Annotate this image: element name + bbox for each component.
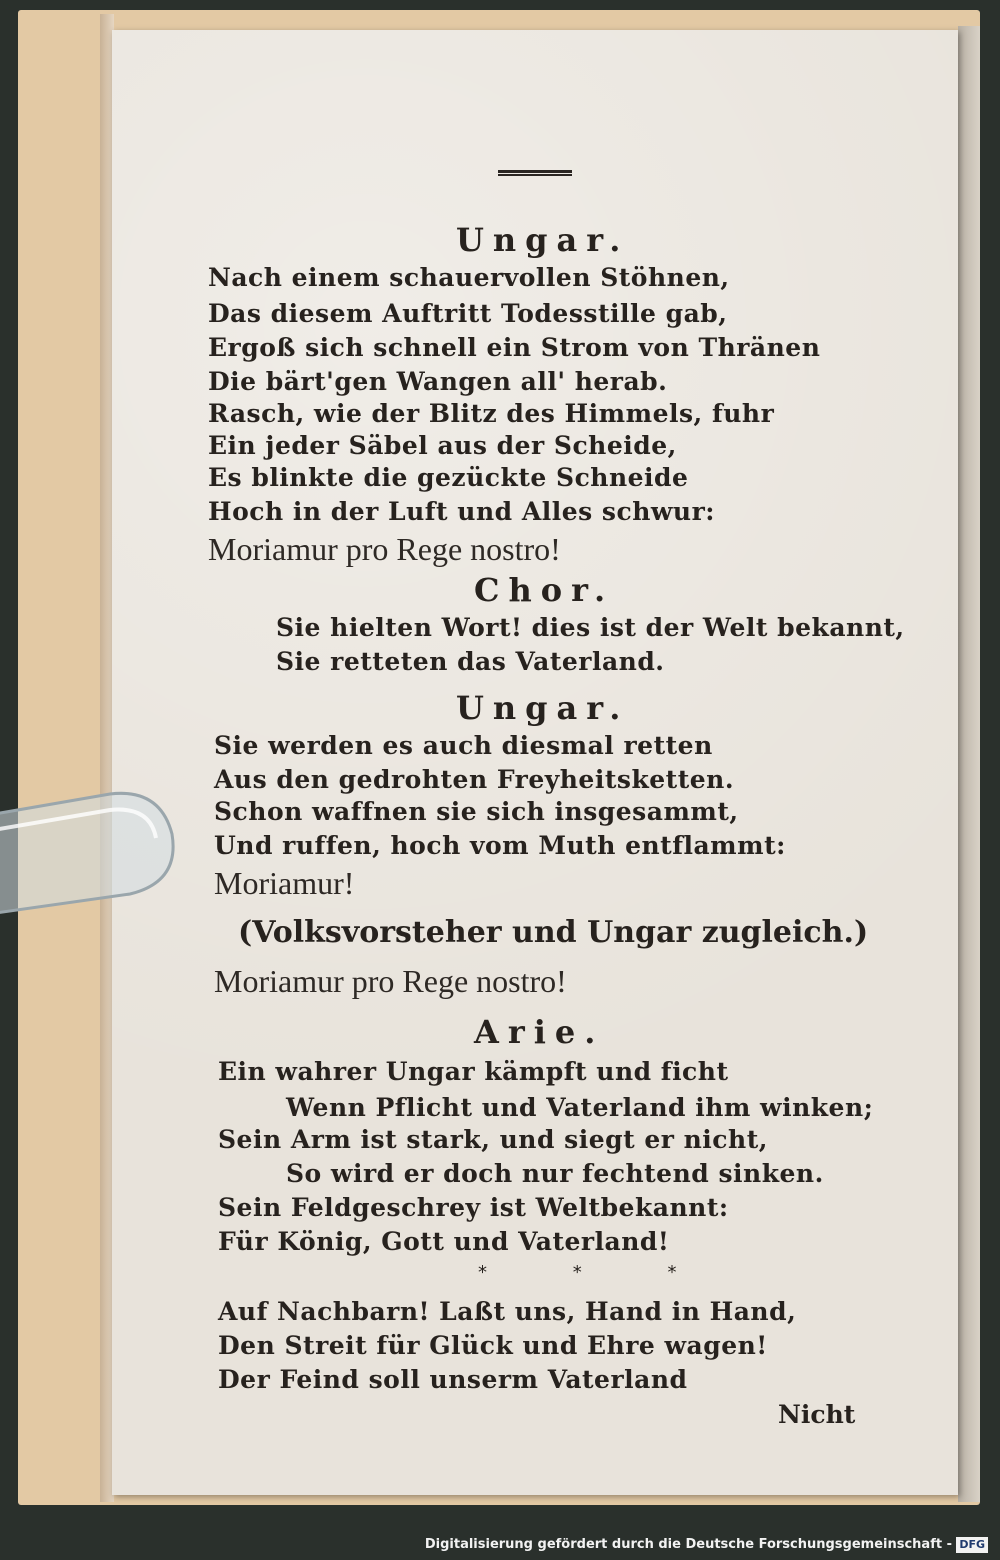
verse-line: Das diesem Auftritt Todesstille gab, (208, 299, 728, 328)
verse-line-indented: So wird er doch nur fechtend sinken. (286, 1159, 824, 1188)
speaker-heading-chor: Chor. (474, 571, 615, 609)
verse-line: Sie werden es auch diesmal retten (214, 731, 713, 760)
dfg-logo: DFG (956, 1537, 988, 1553)
speaker-heading-ungar-2: Ungar. (456, 689, 630, 727)
verse-line: Und ruffen, hoch vom Muth entflammt: (214, 831, 786, 860)
verse-line: Schon waffnen sie sich insgesammt, (214, 797, 739, 826)
speaker-heading-ungar-1: Ungar. (456, 221, 630, 259)
verse-line: Den Streit für Glück und Ehre wagen! (218, 1331, 768, 1360)
verse-line: Auf Nachbarn! Laßt uns, Hand in Hand, (218, 1297, 797, 1326)
latin-refrain: Moriamur pro Rege nostro! (208, 531, 561, 567)
verse-line: Die bärt'gen Wangen all' herab. (208, 367, 668, 396)
verse-line: Für König, Gott und Vaterland! (218, 1227, 670, 1256)
latin-refrain: Moriamur! (214, 865, 355, 901)
verse-line: Sein Feldgeschrey ist Weltbekannt: (218, 1193, 729, 1222)
stage-direction: (Volksvorsteher und Ungar zugleich.) (238, 915, 869, 950)
verse-line-indented: Wenn Pflicht und Vaterland ihm winken; (286, 1093, 874, 1122)
verse-line: Sie retteten das Vaterland. (276, 647, 665, 676)
verse-line: Es blinkte die gezückte Schneide (208, 463, 689, 492)
speaker-heading-arie: Arie. (474, 1013, 605, 1051)
verse-line: Sie hielten Wort! dies ist der Welt bekannt, (276, 613, 905, 642)
header-ornament-rule (498, 170, 572, 176)
verse-line: Ein jeder Säbel aus der Scheide, (208, 431, 677, 460)
verse-line: Der Feind soll unserm Vaterland (218, 1365, 688, 1394)
verse-line: Sein Arm ist stark, und siegt er nicht, (218, 1125, 768, 1154)
catchword: Nicht (778, 1400, 856, 1429)
verse-line: Ergoß sich schnell ein Strom von Thränen (208, 333, 821, 362)
verse-line: Ein wahrer Ungar kämpft und ficht (218, 1057, 729, 1086)
facing-page-edge (958, 26, 980, 1502)
verse-line: Nach einem schauervollen Stöhnen, (208, 263, 730, 292)
latin-refrain: Moriamur pro Rege nostro! (214, 963, 567, 999)
footer-credit: Digitalisierung gefördert durch die Deutsche Forschungsgemeinschaft - (424, 1537, 952, 1552)
asterism-divider: * * * (478, 1262, 717, 1283)
verse-line: Aus den gedrohten Freyheitsketten. (214, 765, 735, 794)
verse-line: Hoch in der Luft und Alles schwur: (208, 497, 715, 526)
digitization-footer (0, 1532, 1000, 1560)
verse-line: Rasch, wie der Blitz des Himmels, fuhr (208, 399, 775, 428)
